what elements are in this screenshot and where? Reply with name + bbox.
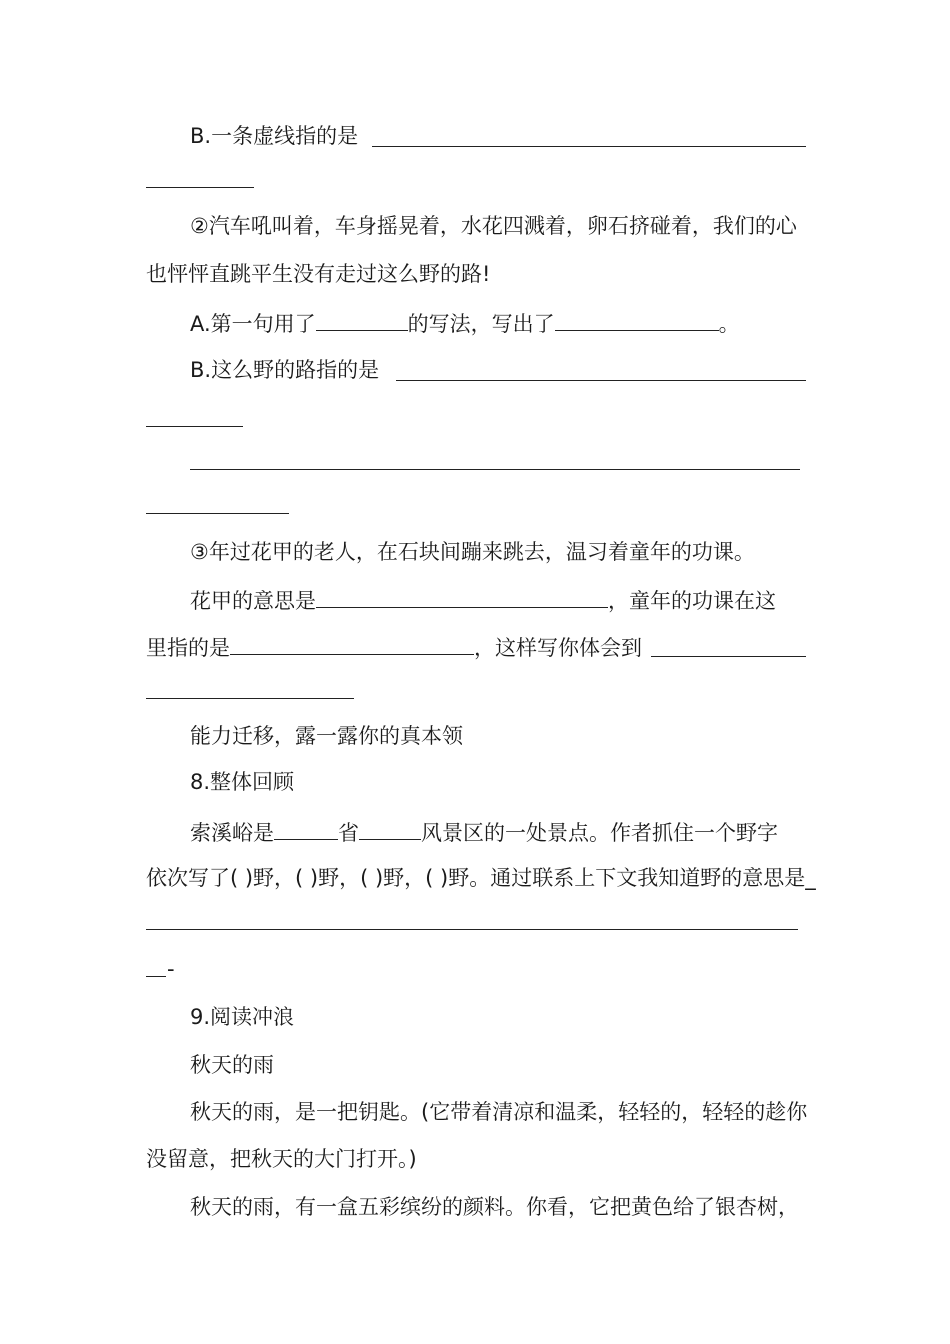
passage-p2-line1: 秋天的雨，有一盒五彩缤纷的颜料。你看，它把黄色给了银杏树， [190,1195,799,1219]
q7-huajia-prefix: 花甲的意思是 [190,589,316,613]
q7-item2-line2: 也怦怦直跳平生没有走过这么野的路! [146,262,491,286]
q8-line1-c: 风景区的一处景点。作者抓住一个野字 [421,821,778,845]
answer-blank[interactable] [146,513,289,514]
q7-a-line [190,308,740,338]
q8-title: 8.整体回顾 [190,770,295,794]
answer-blank[interactable] [230,632,474,655]
answer-blank[interactable] [146,976,166,977]
answer-blank[interactable] [146,426,243,427]
q7-a-mid: 的写法，写出了 [407,312,555,336]
answer-blank[interactable] [316,585,608,608]
answer-blank[interactable] [396,380,806,381]
answer-blank[interactable] [555,308,719,331]
q7-huajia-line [190,585,776,615]
q7-a-end: 。 [718,312,740,336]
q7-a-prefix: A.第一句用了 [190,312,316,336]
answer-blank[interactable] [146,187,254,188]
q7-huajia-line2-prefix: 里指的是 [146,636,230,660]
q8-line1-b: 省 [338,821,359,845]
q7-huajia-line2-mid: ，这样写你体会到 [474,636,642,660]
q7-item3-line: ③年过花甲的老人，在石块间蹦来跳去，温习着童年的功课。 [190,540,755,564]
q8-line1-a: 索溪峪是 [190,821,274,845]
q7-b1-prefix: B.一条虚线指的是 [190,124,359,148]
q8-line2: 依次写了( )野，( )野，( )野，( )野。通过联系上下文我知道野的意思是_ [146,866,816,890]
answer-blank[interactable] [316,308,408,331]
q7-huajia-line2 [146,632,642,662]
q7-huajia-mid: ，童年的功课在这 [608,589,776,613]
q7-b2-prefix: B.这么野的路指的是 [190,358,380,382]
answer-blank[interactable] [190,469,800,470]
passage-p1-line2: 没留意，把秋天的大门打开。) [146,1147,417,1171]
answer-blank[interactable] [146,698,354,699]
q8-line1 [190,817,778,847]
section-title: 能力迁移，露一露你的真本领 [190,724,463,748]
answer-blank[interactable] [274,817,338,840]
answer-blank[interactable] [372,146,806,147]
passage-title: 秋天的雨 [190,1053,274,1077]
q9-title: 9.阅读冲浪 [190,1005,295,1029]
answer-blank[interactable] [146,929,798,930]
q7-item2-line1: ②汽车吼叫着，车身摇晃着，水花四溅着，卵石挤碰着，我们的心 [190,214,797,238]
q7-b2-line [190,356,379,384]
q7-b1-line [190,122,358,150]
q8-line4-end: - [167,957,175,981]
answer-blank[interactable] [651,656,806,657]
answer-blank[interactable] [359,817,421,840]
passage-p1-line1: 秋天的雨，是一把钥匙。(它带着清凉和温柔，轻轻的，轻轻的趁你 [190,1100,808,1124]
